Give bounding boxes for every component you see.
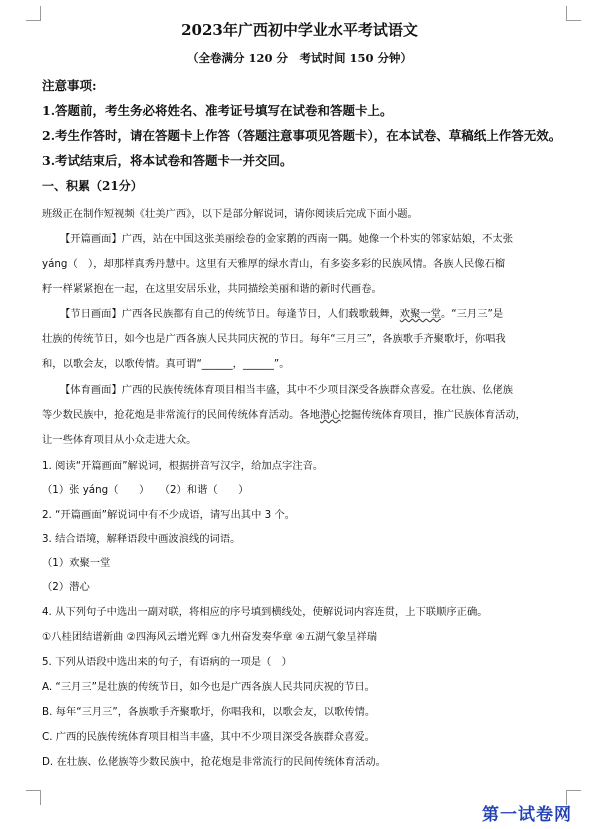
question-3-part-2: （2）潜心 bbox=[42, 581, 90, 593]
passage-line: yáng（ ），却那样真秀丹慧中。这里有天雅厚的绿水青山，有多姿多彩的民族风情。各族人民像石榴 bbox=[42, 258, 506, 270]
passage-line: 壮族的传统节日，如今也是广西各族人民共同庆祝的节日。每年“三月三”，各族歌手齐聚歌圩，你唱我 bbox=[42, 333, 506, 345]
exam-subtitle: （全卷满分 120 分 考试时间 150 分钟） bbox=[186, 51, 413, 65]
section-heading: 一、积累（21分） bbox=[42, 179, 143, 193]
question-4: 4. 从下列句子中选出一副对联，将相应的序号填到横线处，使解说词内容连贯，上下联顺序正确。 bbox=[42, 606, 488, 618]
passage-line: 等少数民族中，抢花炮是非常流行的民间传统体育活动。各地潜心挖掘传统体育项目，推广民族体育活动， bbox=[42, 409, 526, 421]
wavy-term-huanju: 欢聚一堂 bbox=[399, 308, 441, 320]
notice-item-1: 1.答题前，考生务必将姓名、准考证号填写在试卷和答题卡上。 bbox=[42, 103, 393, 118]
notice-item-2: 2.考生作答时，请在答题卡上作答（答题注意事项见答题卡），在本试卷、草稿纸上作答无效。 bbox=[42, 128, 562, 143]
question-1: 1. 阅读“开篇画面”解说词，根据拼音写汉字，给加点字注音。 bbox=[42, 460, 324, 472]
option-a: A. “三月三”是壮族的传统节日，如今也是广西各族人民共同庆祝的节日。 bbox=[42, 681, 375, 693]
notice-item-3: 3.考试结束后，将本试卷和答题卡一并交回。 bbox=[42, 153, 293, 168]
passage-line: 【开篇画面】广西，站在中国这张美丽绘卷的金家鹅的西南一隅。她像一个朴实的邻家姑娘，不太张 bbox=[60, 233, 514, 245]
option-d: D. 在壮族、仫佬族等少数民族中，抢花炮是非常流行的民间传统体育活动。 bbox=[42, 756, 386, 768]
intro-text: 班级正在制作短视频《壮美广西》，以下是部分解说词，请你阅读后完成下面小题。 bbox=[42, 208, 418, 220]
question-5: 5. 下列从语段中选出来的句子，有语病的一项是（ ） bbox=[42, 656, 292, 668]
passage-line: 让一些体育项目从小众走进大众。 bbox=[42, 434, 197, 446]
passage-line: 【节日画面】广西各民族都有自己的传统节日。每逢节日，人们载歌载舞，欢聚一堂。“三月三”是 bbox=[60, 308, 504, 320]
exam-title: 2023年广西初中学业水平考试语文 bbox=[181, 21, 418, 39]
page-corner-mark bbox=[26, 790, 41, 805]
question-3-part-1: （1）欢聚一堂 bbox=[42, 557, 111, 569]
question-1-parts: （1）张 yáng（ ） （2）和谐（ ） bbox=[42, 484, 249, 496]
passage-line: 籽一样紧紧抱在一起，在这里安居乐业，共同描绘美丽和谐的新时代画卷。 bbox=[42, 283, 382, 295]
option-c: C. 广西的民族传统体育项目相当丰盛，其中不少项目深受各族群众喜爱。 bbox=[42, 731, 375, 743]
wavy-term-qianxin: 潜心 bbox=[320, 409, 341, 421]
question-4-options: ①八桂团结谱新曲 ②四海风云增光辉 ③九州奋发奏华章 ④五湖气象呈祥瑞 bbox=[42, 631, 378, 643]
option-b: B. 每年“三月三”，各族歌手齐聚歌圩，你唱我和，以歌会友，以歌传情。 bbox=[42, 706, 376, 718]
passage-line: 【体育画面】广西的民族传统体育项目相当丰盛，其中不少项目深受各族群众喜爱。在壮族、仫佬族 bbox=[60, 384, 514, 396]
notice-heading: 注意事项: bbox=[42, 78, 97, 93]
passage-line: 和，以歌会友，以歌传情。真可谓“______，______”。 bbox=[42, 358, 290, 370]
site-watermark: 第一试卷网 bbox=[482, 805, 572, 825]
question-3: 3. 结合语境，解释语段中画波浪线的词语。 bbox=[42, 533, 241, 545]
question-2: 2. “开篇画面”解说词中有不少成语，请写出其中 3 个。 bbox=[42, 509, 296, 521]
